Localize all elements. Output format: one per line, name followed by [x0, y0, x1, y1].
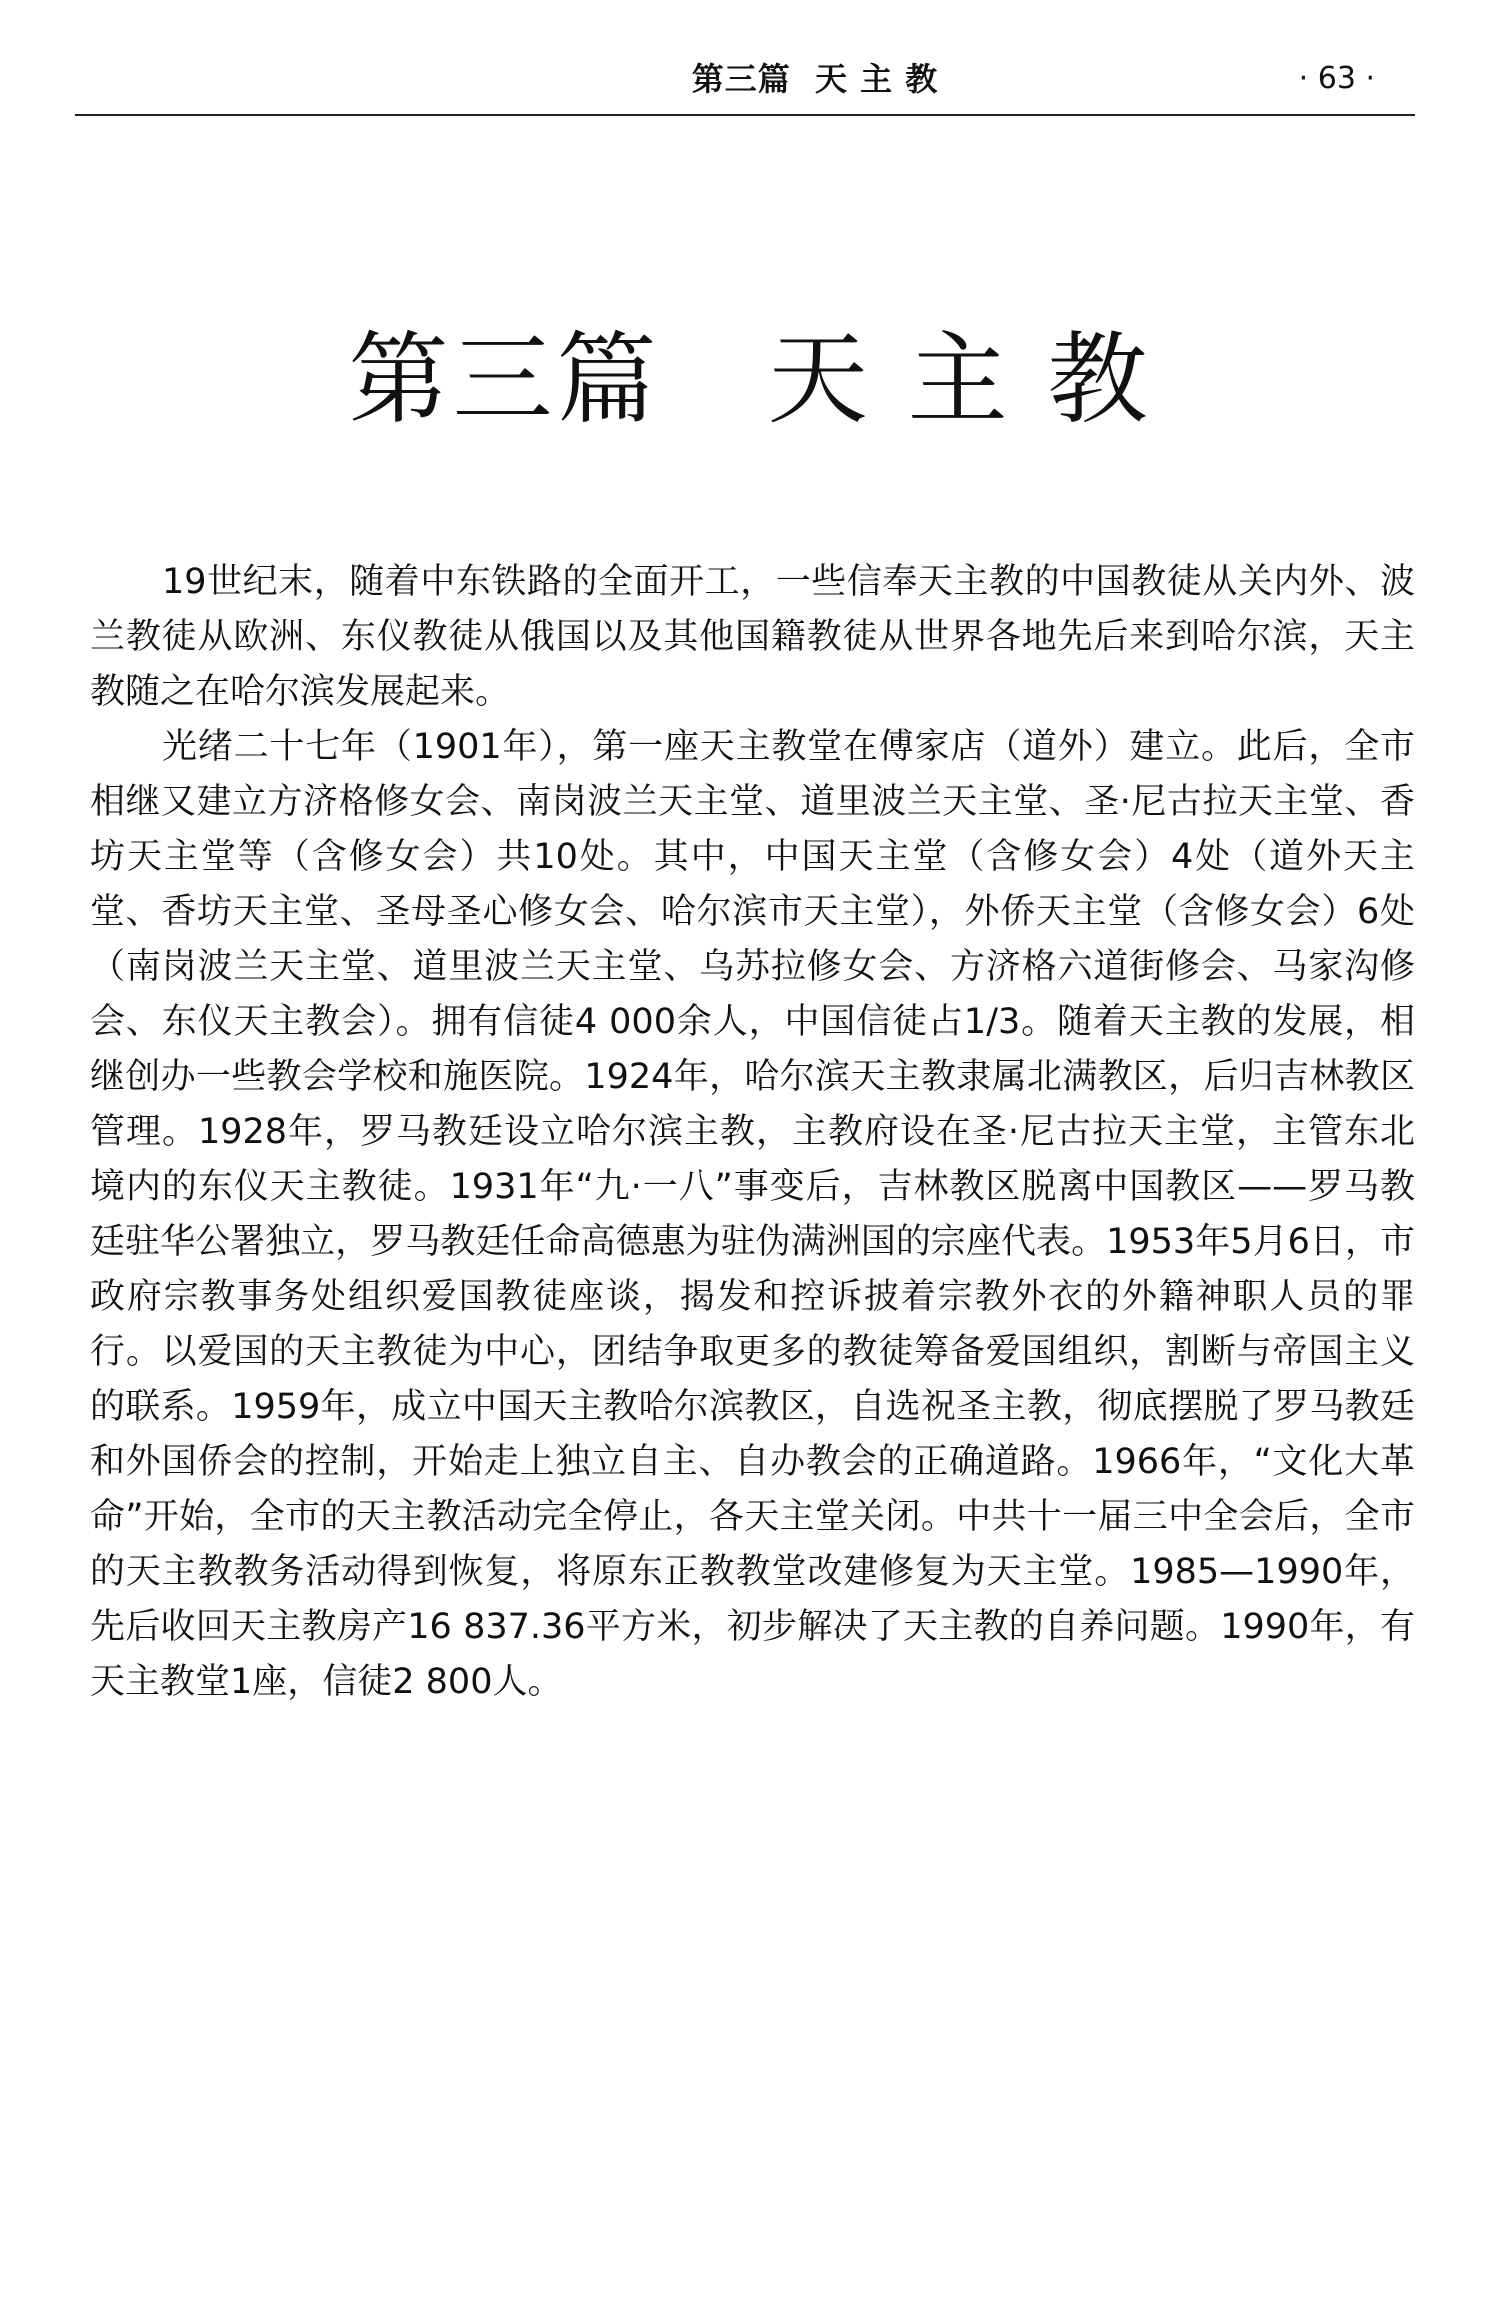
- body-text: [90, 555, 1415, 1710]
- running-header: [75, 58, 1415, 116]
- paragraph-intro: 19世纪末，随着中东铁路的全面开工，一些信奉天主教的中国教徒从关内外、波兰教徒从欧洲、东仪教徒从俄国以及其他国籍教徒从世界各地先后来到哈尔滨，天主教随之在哈尔滨发展起来。: [90, 562, 1415, 712]
- page-number: · 63 ·: [1298, 61, 1375, 96]
- paragraph-history: 光绪二十七年（1901年），第一座天主教堂在傅家店（道外）建立。此后，全市相继又建立方济格修女会、南岗波兰天主堂、道里波兰天主堂、圣·尼古拉天主堂、香坊天主堂等（含修女会）共10处。其中，中国天主堂（含修女会）4处（道外天主堂、香坊天主堂、圣母圣心修女会、哈尔滨市天主堂），外侨天主堂（含修女会）6处（南岗波兰天主堂、道里波兰天主堂、乌苏拉修女会、方济格六道街修会、马家沟修会、东仪天主教会）。拥有信徒4 000余人，中国信徒占1/3。随着天主教的发展，相继创办一些教会学校和施医院。1924年，哈尔滨天主教隶属北满教区，后归吉林教区管理。1928年，罗马教廷设立哈尔滨主教，主教府设在圣·尼古拉天主堂，主管东北境内的东仪天主教徒。1931年“九·一八”事变后，吉林教区脱离中国教区——罗马教廷驻华公署独立，罗马教廷任命高德惠为驻伪满洲国的宗座代表。1953年5月6日，市政府宗教事务处组织爱国教徒座谈，揭发和控诉披着宗教外衣的外籍神职人员的罪行。以爱国的天主教徒为中心，团结争取更多的教徒筹备爱国组织，割断与帝国主义的联系。1959年，成立中国天主教哈尔滨教区，自选祝圣主教，彻底摆脱了罗马教廷和外国侨会的控制，开始走上独立自主、自办教会的正确道路。1966年，“文化大革命”开始，全市的天主教活动完全停止，各天主堂关闭。中共十一届三中全会后，全市的天主教教务活动得到恢复，将原东正教教堂改建修复为天主堂。1985—1990年，先后收回天主教房产16 837.36平方米，初步解决了天主教的自养问题。1990年，有天主教堂1座，信徒2 800人。: [90, 727, 1415, 1702]
- chapter-title: 第三篇 天 主 教: [348, 321, 1152, 438]
- running-title: 第三篇 天 主 教: [691, 60, 939, 98]
